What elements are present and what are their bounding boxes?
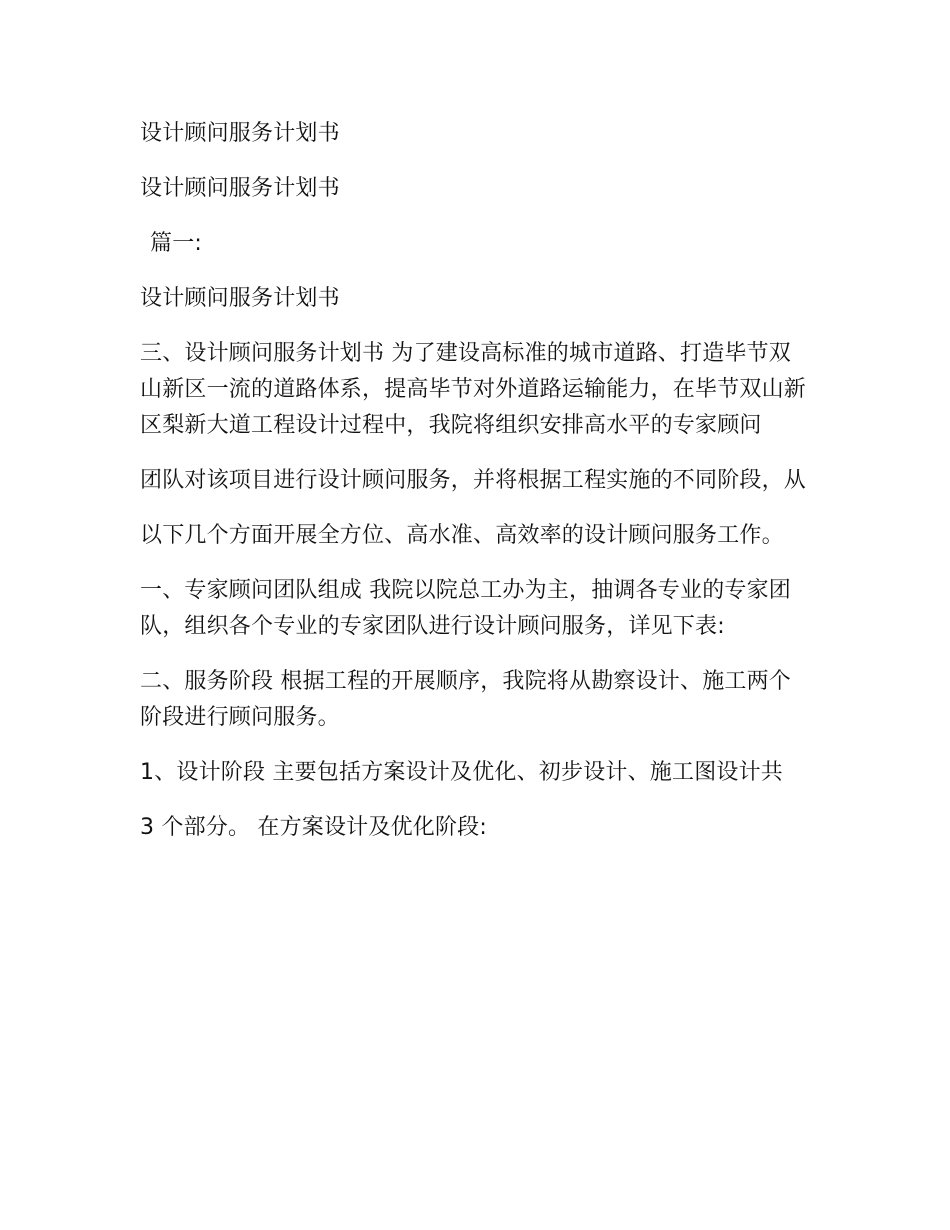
paragraph-parts: 3 个部分。 在方案设计及优化阶段:: [140, 815, 487, 840]
doc-title-line-2: 设计顾问服务计划书: [140, 176, 340, 201]
paragraph-team-service: 团队对该项目进行设计顾问服务，并将根据工程实施的不同阶段，从: [140, 468, 807, 493]
paragraph-intro: 三、设计顾问服务计划书 为了建设高标准的城市道路、打造毕节双山新区一流的道路体系，提高毕节对外道路运输能力，在毕节双山新区梨新大道工程设计过程中，我院将组织安排高水平的专家顾问: [140, 341, 807, 438]
section-label: 篇一:: [150, 231, 203, 256]
section-title: 设计顾问服务计划书: [140, 286, 340, 311]
paragraph-design-stage: 1、设计阶段 主要包括方案设计及优化、初步设计、施工图设计共: [140, 760, 783, 785]
paragraph-aspects: 以下几个方面开展全方位、高水准、高效率的设计顾问服务工作。: [140, 523, 784, 548]
doc-title-line-1: 设计顾问服务计划书: [140, 121, 340, 146]
paragraph-service-stages: 二、服务阶段 根据工程的开展顺序，我院将从勘察设计、施工两个阶段进行顾问服务。: [140, 669, 791, 730]
document-body: [140, 116, 812, 865]
paragraph-team-composition: 一、专家顾问团队组成 我院以院总工办为主，抽调各专业的专家团队，组织各个专业的专家团队进行设计顾问服务，详见下表:: [140, 578, 791, 639]
